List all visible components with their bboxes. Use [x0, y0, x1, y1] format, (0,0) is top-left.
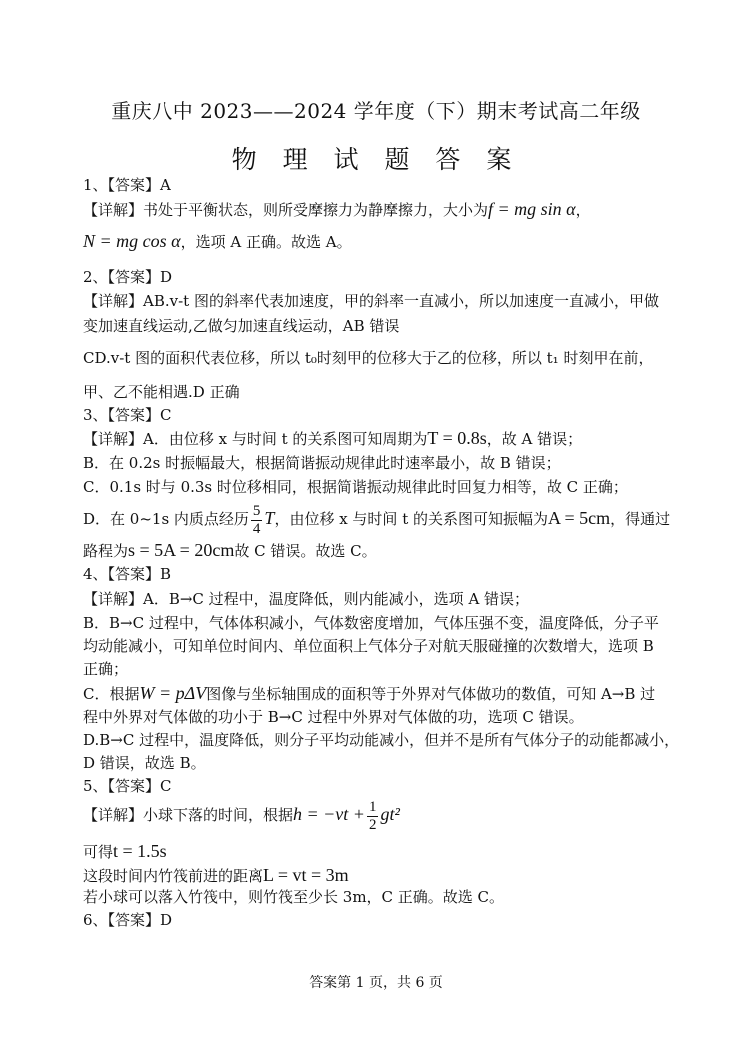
q4-option-b-line1: B．B→C 过程中，气体体积减小，气体数密度增加，气体压强不变，温度降低，分子平: [83, 614, 659, 632]
q1-detail-line1: [83, 200, 673, 219]
q3-option-d-line2: [83, 541, 673, 560]
q2-detail-line4: 甲、乙不能相遇.D 正确: [83, 383, 240, 401]
q3-detail-line1: [83, 429, 673, 448]
q3-path-text: 路程为: [83, 542, 129, 560]
q5-distance-text: 这段时间内竹筏前进的距离: [83, 867, 264, 885]
q3-fraction: [251, 503, 263, 538]
q3-detail-tail: ，故 A 错误；: [486, 430, 583, 448]
q5-formula-gravity-term: gt²: [380, 804, 400, 824]
q4-option-c-tail: 图像与坐标轴围成的面积等于外界对气体做功的数值，可知 A→B 过: [206, 685, 656, 703]
q3-conclusion: 故 C 错误。故选 C。: [234, 542, 377, 560]
q5-detail-line3: [83, 866, 673, 885]
q5-fraction-denominator: 2: [368, 816, 377, 833]
q5-answer: 5、【答案】C: [83, 777, 172, 795]
q4-answer: 4、【答案】B: [83, 565, 172, 583]
q2-detail-line2: 变加速直线运动,乙做匀加速直线运动，AB 错误: [83, 317, 400, 335]
q3-option-d-text: D．在 0~1s 内质点经历: [83, 510, 249, 528]
q3-detail-text: 【详解】A．由位移 x 与时间 t 的关系图可知周期为: [83, 430, 428, 448]
q3-option-d: [83, 500, 673, 538]
q5-detail-line1: [83, 796, 673, 834]
q3-fraction-numerator: 5: [252, 502, 261, 519]
q3-option-d-middle: ，由位移 x 与时间 t 的关系图可知振幅为: [274, 510, 548, 528]
q4-option-d-line2: D 错误，故选 B。: [83, 754, 206, 772]
q3-fraction-denominator: 4: [252, 520, 261, 537]
q3-option-b: B．在 0.2s 时振幅最大，根据简谐振动规律此时速率最小，故 B 错误；: [83, 454, 561, 472]
q4-formula-work: W = pΔV: [139, 683, 207, 703]
q3-formula-period: T = 0.8s: [427, 428, 487, 448]
q1-formula-friction: f = mg sin α: [488, 199, 576, 219]
q3-formula-path: s = 5A = 20cm: [128, 540, 235, 560]
q2-detail-line3: CD.v-t 图的面积代表位移，所以 t₀时刻甲的位移大于乙的位移，所以 t₁ 时刻甲在前，: [83, 349, 654, 367]
q3-period-symbol: T: [264, 508, 275, 528]
q1-detail-line2: [83, 232, 673, 251]
q1-conclusion: ，选项 A 正确。故选 A。: [180, 233, 352, 251]
q5-formula-height: h = −vt +: [293, 804, 365, 824]
q4-option-b-line2: 均动能减小，可知单位时间内、单位面积上气体分子对航天服碰撞的次数增大，选项 B: [83, 637, 654, 655]
q2-detail-line1: 【详解】AB.v-t 图的斜率代表加速度，甲的斜率一直减小，所以加速度一直减小，甲做: [83, 292, 659, 310]
q6-answer: 6、【答案】D: [83, 911, 173, 929]
q2-answer: 2、【答案】D: [83, 268, 173, 286]
q3-answer: 3、【答案】C: [83, 406, 172, 424]
page-subtitle: 物 理 试 题 答 案: [231, 145, 521, 174]
q5-fraction-numerator: 1: [368, 798, 377, 815]
q4-option-c-text: C．根据: [83, 685, 140, 703]
q3-option-c: C．0.1s 时与 0.3s 时位移相同，根据简谐振动规律此时回复力相等，故 C 正确；: [83, 478, 628, 496]
q5-result-text: 可得: [83, 843, 114, 861]
q5-formula-distance: L = vt = 3m: [263, 865, 349, 885]
q4-option-c-line2: 程中外界对气体做的功小于 B→C 过程中外界对气体做的功，选项 C 错误。: [83, 708, 584, 726]
q1-answer: 1、【答案】A: [83, 176, 171, 194]
q3-formula-amplitude: A = 5cm: [548, 508, 611, 528]
q1-detail-comma: ，: [575, 201, 591, 219]
q5-formula-time: t = 1.5s: [113, 841, 167, 861]
q4-option-a: 【详解】A．B→C 过程中，温度降低，则内能减小，选项 A 错误；: [83, 590, 530, 608]
q5-fraction: [367, 799, 379, 834]
q1-detail-text: 【详解】书处于平衡状态，则所受摩擦力为静摩擦力，大小为: [83, 201, 489, 219]
q4-option-c-line1: [83, 684, 673, 703]
q5-conclusion: 若小球可以落入竹筏中，则竹筏至少长 3m，C 正确。故选 C。: [83, 888, 505, 906]
page-title: 重庆八中 2023——2024 学年度（下）期末考试高二年级: [111, 99, 641, 123]
q5-detail-line2: [83, 842, 673, 861]
q4-option-b-line3: 正确；: [83, 660, 129, 678]
q5-detail-text: 【详解】小球下落的时间，根据: [83, 806, 294, 824]
q1-formula-normal: N = mg cos α: [83, 231, 181, 251]
q3-option-d-tail: ，得通过: [610, 510, 671, 528]
q4-option-d-line1: D.B→C 过程中，温度降低，则分子平均动能减小，但并不是所有气体分子的动能都减小，: [83, 731, 680, 749]
page-footer: 答案第 1 页，共 6 页: [309, 975, 443, 991]
